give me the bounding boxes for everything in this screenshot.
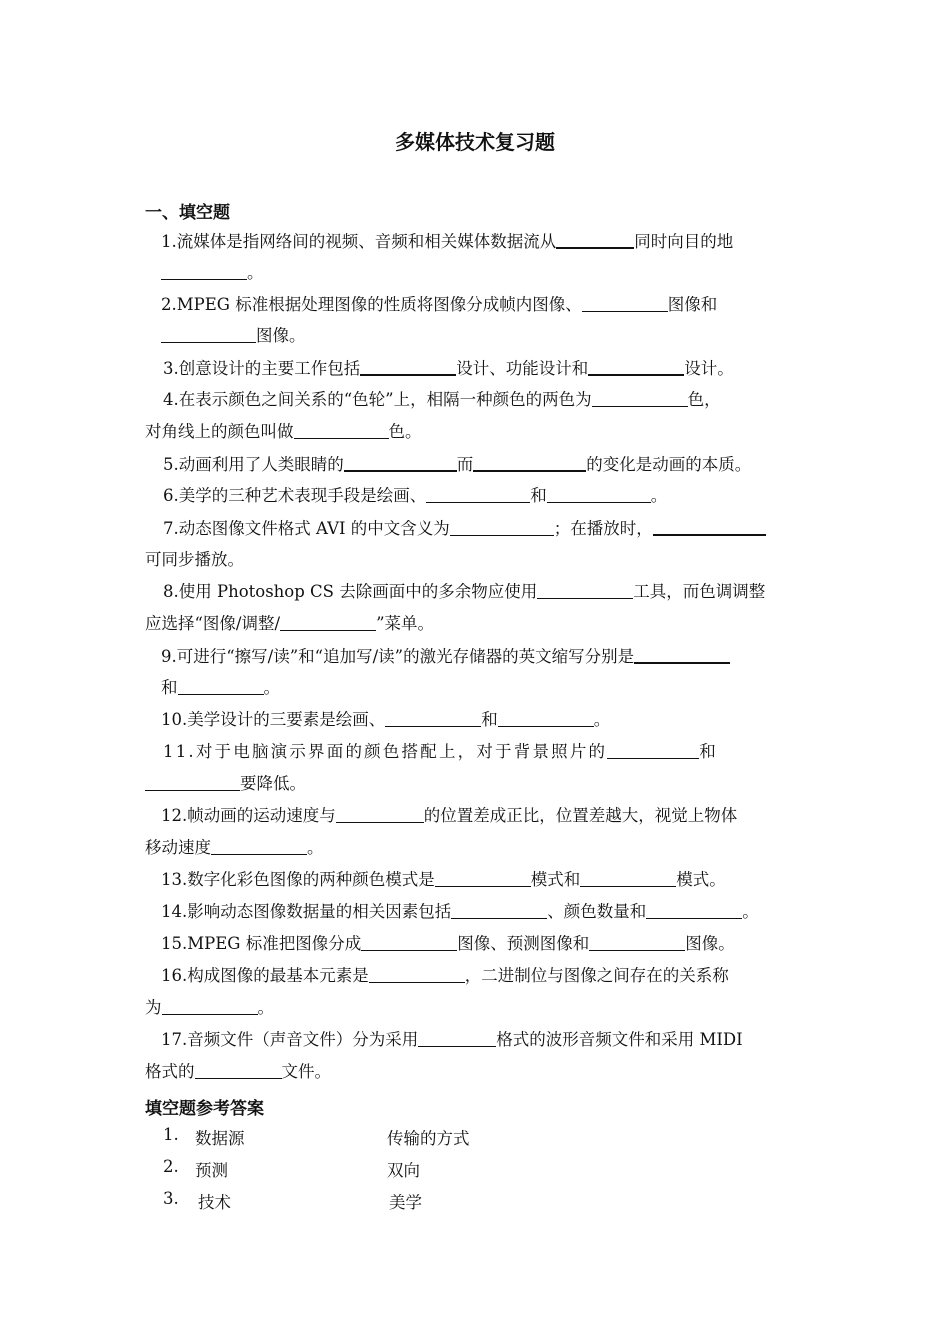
question-text: 。 xyxy=(742,902,759,921)
question-text: 3.创意设计的主要工作包括 xyxy=(163,359,361,378)
question-text: 8.使用 Photoshop CS 去除画面中的多余物应使用 xyxy=(163,582,538,601)
answer-blank[interactable] xyxy=(592,390,688,407)
answer-blank[interactable] xyxy=(178,678,264,695)
answer-blank[interactable] xyxy=(294,422,389,439)
question-17-line-1 xyxy=(161,1030,743,1050)
question-text: 17.音频文件（声音文件）分为采用 xyxy=(161,1030,419,1049)
answer-number: 3. xyxy=(163,1189,179,1208)
answer-blank[interactable] xyxy=(607,742,699,759)
answer-blank[interactable] xyxy=(361,934,457,951)
question-5 xyxy=(163,454,751,475)
question-14 xyxy=(161,902,759,922)
question-text: 16.构成图像的最基本元素是 xyxy=(161,966,369,985)
answer-first: 数据源 xyxy=(195,1129,245,1148)
question-6 xyxy=(163,486,667,506)
answer-blank[interactable] xyxy=(426,486,530,503)
question-text: 2.MPEG 标准根据处理图像的性质将图像分成帧内图像、 xyxy=(161,295,582,314)
question-8-line-2 xyxy=(145,614,434,634)
question-text: ，二进制位与图像之间存在的关系称 xyxy=(464,966,729,985)
question-2-line-1 xyxy=(161,295,717,315)
question-text: 、颜色数量和 xyxy=(547,902,647,921)
question-2-line-2 xyxy=(161,326,306,346)
question-text: 6.美学的三种艺术表现手段是绘画、 xyxy=(163,486,427,505)
answer-blank[interactable] xyxy=(195,1062,282,1079)
question-4-line-2 xyxy=(145,422,422,442)
question-text: 。 xyxy=(593,710,611,729)
question-1-line-2 xyxy=(161,263,264,283)
question-9-line-1 xyxy=(161,646,730,667)
question-text: 。 xyxy=(650,486,668,505)
question-11-line-2 xyxy=(145,774,306,794)
answer-number: 1. xyxy=(163,1125,179,1144)
answer-blank[interactable] xyxy=(336,806,424,823)
question-text: 图像。 xyxy=(685,934,735,953)
question-text: 5.动画利用了人类眼睛的 xyxy=(163,455,344,474)
question-11-line-1 xyxy=(163,742,718,762)
question-12-line-1 xyxy=(161,806,737,826)
question-text: 而 xyxy=(456,455,474,474)
question-text: 为 xyxy=(145,998,162,1017)
question-text: 图像和 xyxy=(667,295,718,314)
answer-blank[interactable] xyxy=(145,774,240,791)
answer-blank[interactable] xyxy=(547,486,651,503)
answer-blank[interactable] xyxy=(211,838,307,855)
question-text: 文件。 xyxy=(281,1062,331,1081)
answer-blank[interactable] xyxy=(451,902,547,919)
section-heading-fill-in: 一、填空题 xyxy=(145,203,230,223)
question-text: 格式的 xyxy=(145,1062,195,1081)
question-13 xyxy=(161,870,726,890)
answer-blank[interactable] xyxy=(582,295,668,312)
question-text: 7.动态图像文件格式 AVI 的中文含义为 xyxy=(163,519,450,538)
answer-number: 2. xyxy=(163,1157,179,1176)
question-9-line-2 xyxy=(161,678,280,698)
question-text: 。 xyxy=(263,678,280,697)
question-text: 应选择“图像/调整/ xyxy=(145,614,281,633)
question-16-line-1 xyxy=(161,966,729,986)
answer-blank[interactable] xyxy=(369,966,465,983)
question-8-line-1 xyxy=(163,582,765,602)
answer-second: 美学 xyxy=(389,1193,422,1212)
question-3 xyxy=(163,358,734,379)
question-text: 的位置差成正比，位置差越大，视觉上物体 xyxy=(423,806,738,825)
question-text: 12.帧动画的运动速度与 xyxy=(161,806,336,825)
answer-blank[interactable] xyxy=(473,454,586,472)
question-text: ”菜单。 xyxy=(376,614,434,633)
question-text: 和 xyxy=(530,486,547,505)
answer-blank[interactable] xyxy=(360,358,456,376)
question-text: 和 xyxy=(699,742,718,761)
question-text: 图像。 xyxy=(256,326,306,345)
question-7-line-1 xyxy=(163,518,766,539)
question-text: 和 xyxy=(481,710,498,729)
question-text: 。 xyxy=(257,998,274,1017)
question-text: 11.对于电脑演示界面的颜色搭配上，对于背景照片的 xyxy=(163,742,608,761)
question-15 xyxy=(161,934,735,954)
question-text: ；在播放时， xyxy=(553,519,653,538)
answer-first: 预测 xyxy=(195,1161,228,1180)
question-text: 色。 xyxy=(388,422,422,441)
question-text: 1.流媒体是指网络间的视频、音频和相关媒体数据流从 xyxy=(161,232,557,251)
answer-second: 双向 xyxy=(387,1161,420,1180)
question-text: 可同步播放。 xyxy=(145,550,244,569)
question-text: 模式。 xyxy=(676,870,726,889)
answer-blank[interactable] xyxy=(385,710,481,727)
answer-blank[interactable] xyxy=(161,326,256,343)
answer-blank[interactable] xyxy=(556,231,634,249)
question-text: 要降低。 xyxy=(240,774,306,793)
answer-blank[interactable] xyxy=(161,263,247,280)
answer-second: 传输的方式 xyxy=(387,1129,470,1148)
question-text: 工具，而色调调整 xyxy=(633,582,766,601)
question-text: 14.影响动态图像数据量的相关因素包括 xyxy=(161,902,452,921)
document-title: 多媒体技术复习题 xyxy=(395,130,555,154)
question-7-line-2 xyxy=(145,550,244,570)
question-text: 和 xyxy=(161,678,178,697)
question-text: 色， xyxy=(687,390,721,409)
answer-blank[interactable] xyxy=(646,902,742,919)
question-text: 4.在表示颜色之间关系的“色轮”上，相隔一种颜色的两色为 xyxy=(163,390,592,409)
answer-blank[interactable] xyxy=(418,1030,496,1047)
answer-first: 技术 xyxy=(198,1193,231,1212)
question-text: 10.美学设计的三要素是绘画、 xyxy=(161,710,386,729)
question-text: 。 xyxy=(307,838,324,857)
question-text: 设计。 xyxy=(684,359,734,378)
answer-blank[interactable] xyxy=(162,998,258,1015)
question-17-line-2 xyxy=(145,1062,331,1082)
answer-blank[interactable] xyxy=(344,454,457,472)
question-text: 15.MPEG 标准把图像分成 xyxy=(161,934,362,953)
answer-blank[interactable] xyxy=(634,646,730,664)
question-text: 同时向目的地 xyxy=(634,232,734,251)
question-10 xyxy=(161,710,610,730)
answer-blank[interactable] xyxy=(498,710,594,727)
question-text: 格式的波形音频文件和采用 MIDI xyxy=(496,1030,743,1049)
answer-blank[interactable] xyxy=(580,870,676,887)
question-text: 图像、预测图像和 xyxy=(457,934,590,953)
question-text: 模式和 xyxy=(530,870,581,889)
question-text: 9.可进行“擦写/读”和“追加写/读”的激光存储器的英文缩写分别是 xyxy=(161,647,635,666)
answer-blank[interactable] xyxy=(588,358,684,376)
answer-blank[interactable] xyxy=(450,519,554,536)
question-4-line-1 xyxy=(163,390,721,410)
question-text: 的变化是动画的本质。 xyxy=(586,455,752,474)
answer-blank[interactable] xyxy=(280,614,376,631)
question-text: 设计、功能设计和 xyxy=(456,359,589,378)
question-text: 对角线上的颜色叫做 xyxy=(145,422,294,441)
question-text: 13.数字化彩色图像的两种颜色模式是 xyxy=(161,870,435,889)
question-12-line-2 xyxy=(145,838,324,858)
question-16-line-2 xyxy=(145,998,274,1018)
answers-heading: 填空题参考答案 xyxy=(145,1099,264,1119)
answer-blank[interactable] xyxy=(653,518,766,536)
answer-blank[interactable] xyxy=(537,582,633,599)
question-text: 移动速度 xyxy=(145,838,211,857)
answer-blank[interactable] xyxy=(589,934,685,951)
question-text: 。 xyxy=(247,263,264,282)
question-1-line-1 xyxy=(161,231,733,252)
answer-blank[interactable] xyxy=(435,870,531,887)
